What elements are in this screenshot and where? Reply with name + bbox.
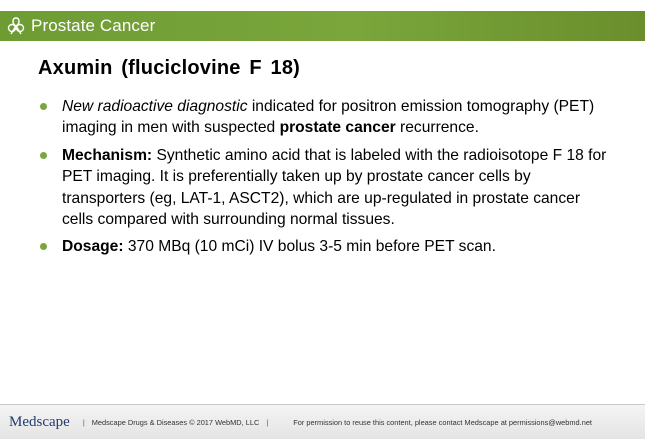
bullet-text: recurrence. [395, 119, 479, 137]
slide-title: Axumin (fluciclovine F 18) [38, 57, 301, 79]
bullet-item [40, 145, 610, 231]
bullet-dot [40, 103, 47, 110]
footer-permission: For permission to reuse this content, please contact Medscape at permissions@webmd.net [293, 417, 592, 427]
footer-source: Medscape Drugs & Diseases © 2017 WebMD, LLC [91, 417, 260, 427]
medscape-logo: Medscape [9, 413, 70, 430]
bullet-bold-text: prostate cancer [279, 119, 396, 137]
bullet-text: 370 MBq (10 mCi) IV bolus 3-5 min before PET scan. [123, 238, 496, 256]
bullet-item [40, 236, 610, 257]
header-banner [0, 11, 645, 41]
bullet-text: Synthetic amino acid that is labeled with the radioisotope F 18 for PET imaging. It is preferentially taken up by prostate cancer cells by transporters (eg, LAT-1, ASCT2), which are up-regulated in prostate cancer cells compared with surrounding normal tissues. [62, 146, 607, 229]
bullet-label: Mechanism: [62, 146, 153, 164]
footer-separator: | [82, 417, 85, 427]
header-title: Prostate Cancer [31, 16, 156, 35]
bullet-italic-text: New radioactive diagnostic [62, 98, 248, 115]
bullet-item [40, 96, 610, 139]
bullet-text: indicated for positron emission tomography (PET) imaging in men with suspected [62, 98, 595, 137]
bullet-dot [40, 243, 47, 250]
footer-separator: | [266, 417, 269, 427]
bullet-list [40, 96, 610, 264]
bullet-dot [40, 152, 47, 159]
bullet-label: Dosage: [62, 238, 124, 256]
footer [0, 405, 645, 439]
ribbon-icon [5, 15, 27, 37]
